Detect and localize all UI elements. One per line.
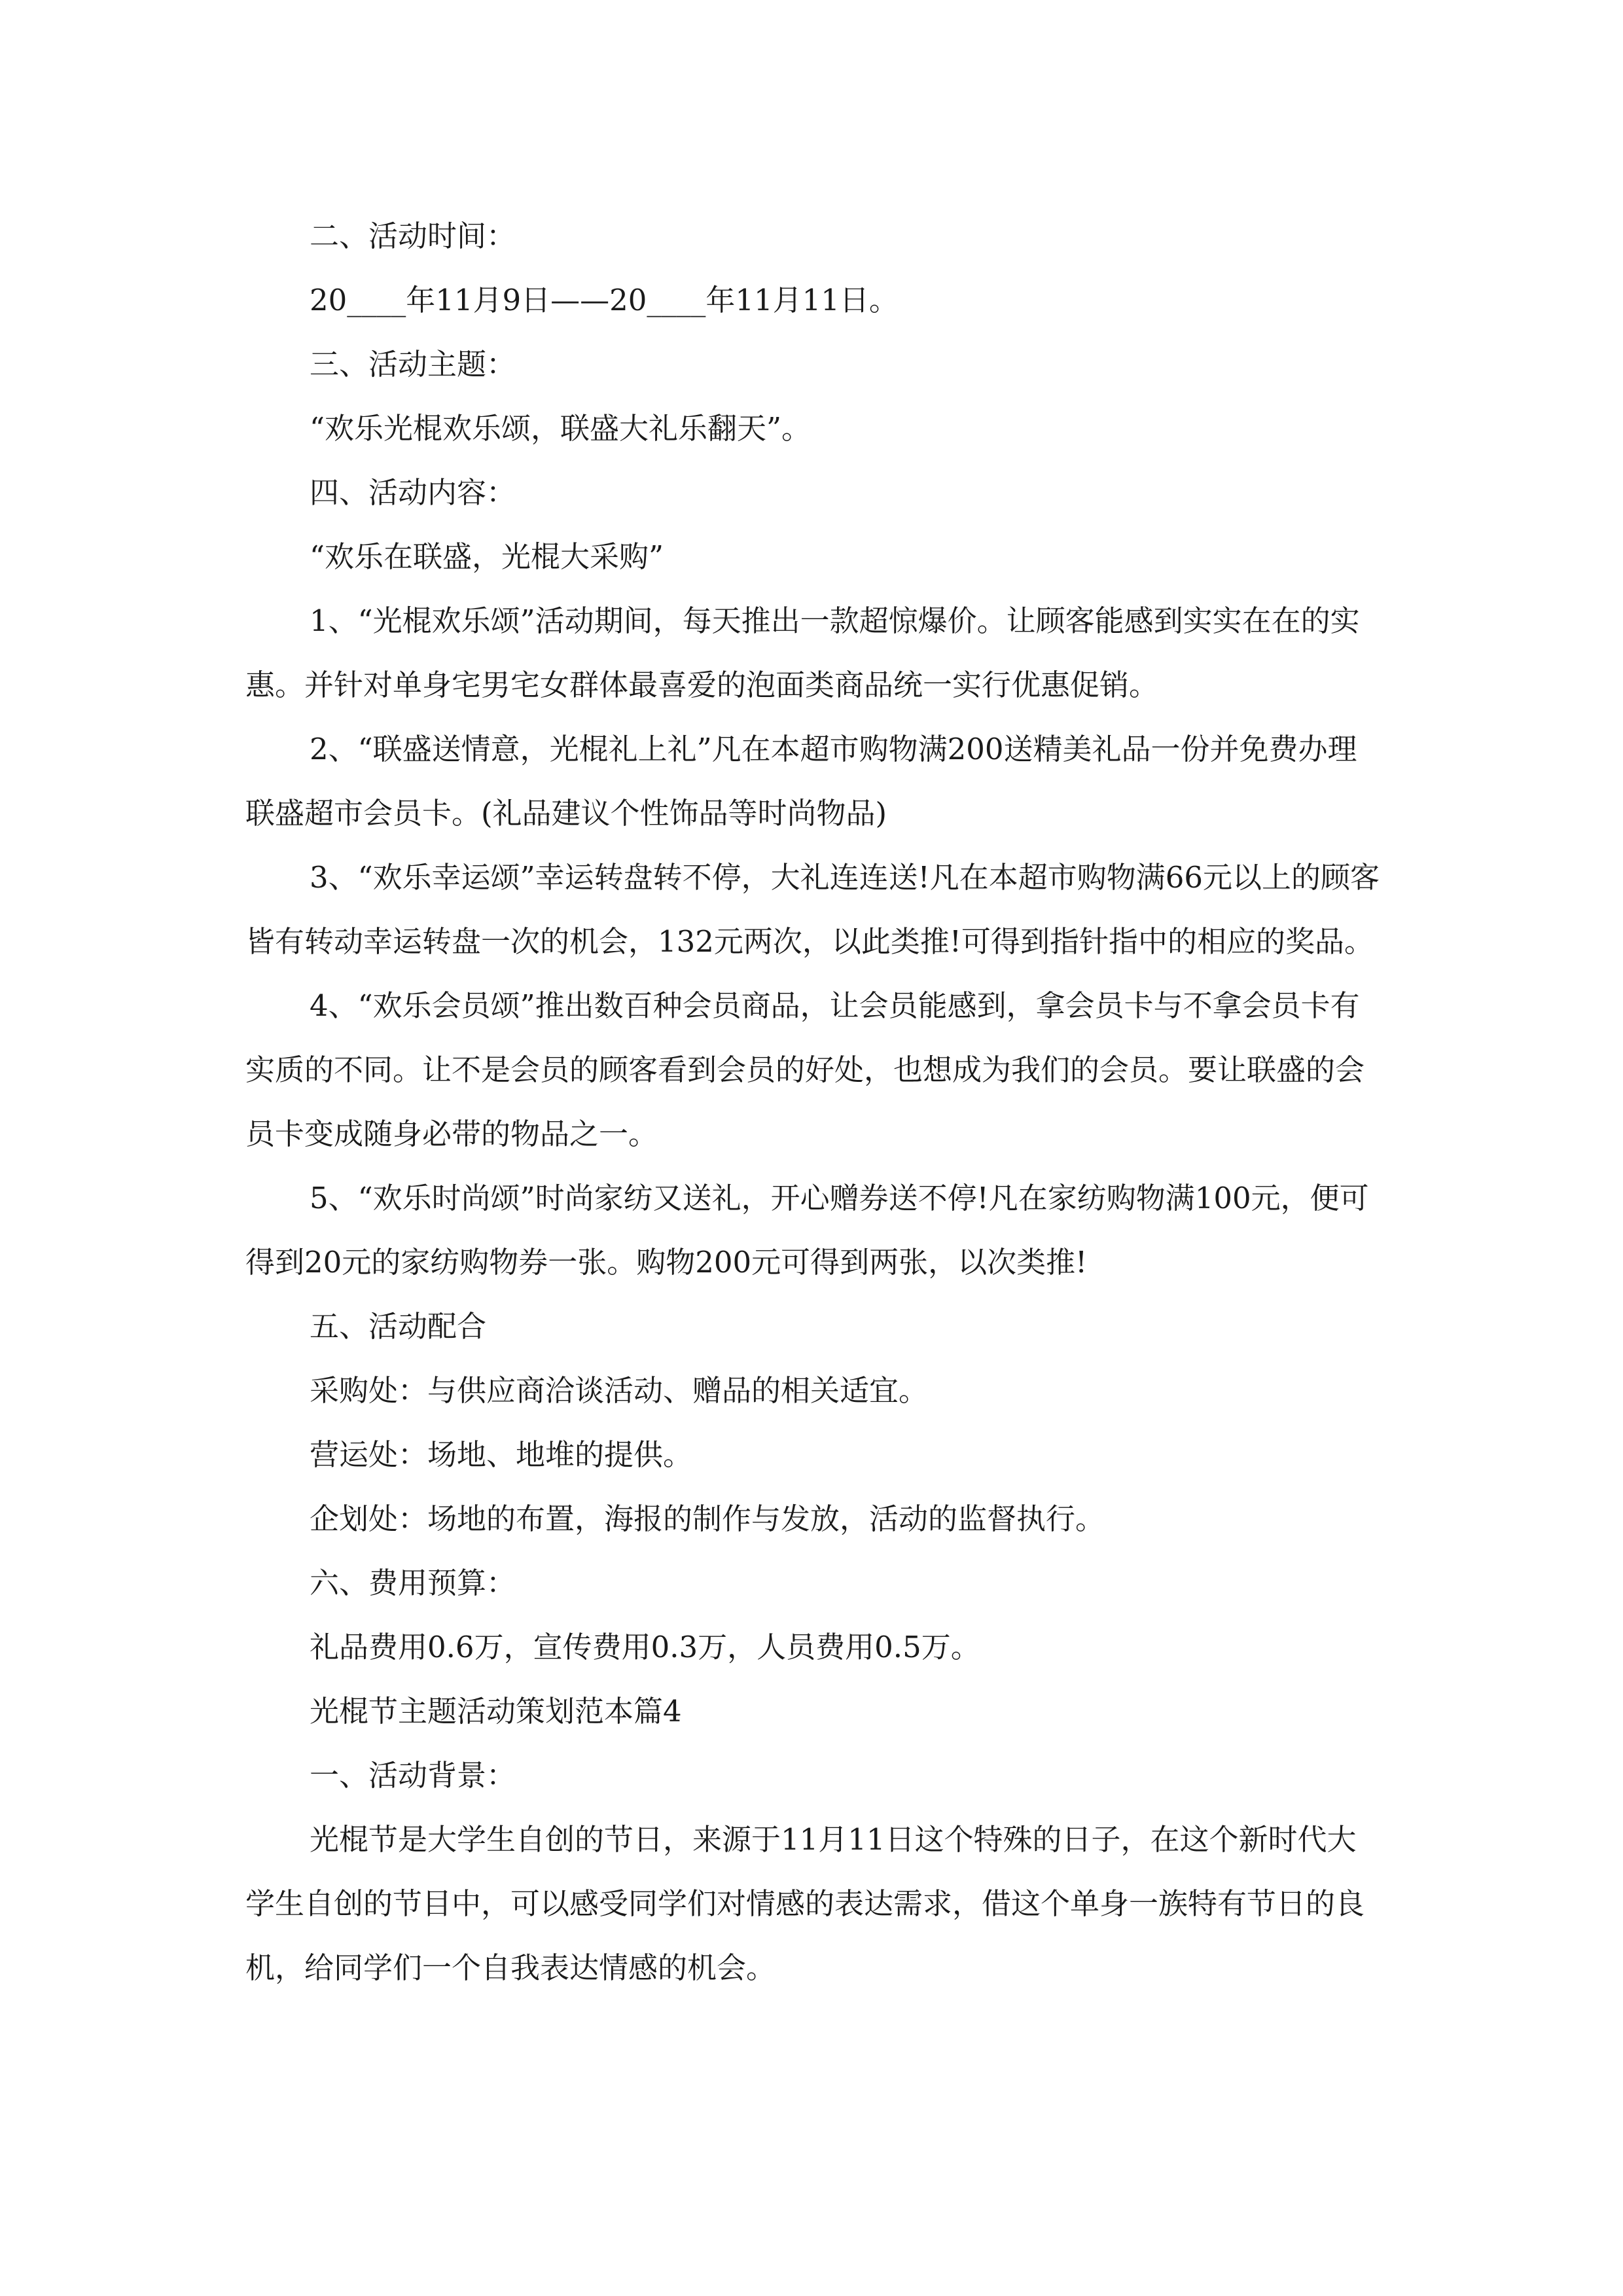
section-heading-coordination: 五、活动配合 [310, 1309, 487, 1344]
section-heading-background: 一、活动背景： [310, 1758, 516, 1793]
content-subtitle: “欢乐在联盛，光棍大采购” [310, 539, 664, 574]
activity-slogan: “欢乐光棍欢乐颂，联盛大礼乐翻天”。 [310, 411, 812, 446]
section-heading-theme: 三、活动主题： [310, 347, 516, 382]
content-item-5: 5、“欢乐时尚颂”时尚家纺又送礼，开心赠券送不停!凡在家纺购物满100元，便可得到20元的家纺购物券一张。购物200元可得到两张，以次类推! [245, 1181, 1369, 1280]
coordination-planning: 企划处：场地的布置，海报的制作与发放，活动的监督执行。 [310, 1501, 1105, 1536]
content-item-3: 3、“欢乐幸运颂”幸运转盘转不停，大礼连连送!凡在本超市购物满66元以上的顾客皆有转动幸运转盘一次的机会，132元两次，以此类推!可得到指针指中的相应的奖品。 [245, 860, 1380, 959]
content-item-1: 1、“光棍欢乐颂”活动期间，每天推出一款超惊爆价。让顾客能感到实实在在的实惠。并针对单身宅男宅女群体最喜爱的泡面类商品统一实行优惠促销。 [245, 603, 1360, 702]
background-paragraph: 光棍节是大学生自创的节日，来源于11月11日这个特殊的日子，在这个新时代大学生自创的节目中，可以感受同学们对情感的表达需求，借这个单身一族特有节日的良机，给同学们一个自我表达情感的机会。 [245, 1822, 1365, 1985]
section-heading-content: 四、活动内容： [310, 475, 516, 510]
coordination-purchasing: 采购处：与供应商洽谈活动、赠品的相关适宜。 [310, 1373, 929, 1408]
content-item-2: 2、“联盛送情意，光棍礼上礼”凡在本超市购物满200送精美礼品一份并免费办理联盛超市会员卡。(礼品建议个性饰品等时尚物品) [245, 732, 1357, 831]
coordination-operations: 营运处：场地、地堆的提供。 [310, 1437, 693, 1472]
section-heading-budget: 六、费用预算： [310, 1566, 516, 1600]
document-body [245, 204, 1381, 2000]
article-title-4: 光棍节主题活动策划范本篇4 [310, 1694, 682, 1729]
content-item-4: 4、“欢乐会员颂”推出数百种会员商品，让会员能感到，拿会员卡与不拿会员卡有实质的不同。让不是会员的顾客看到会员的好处，也想成为我们的会员。要让联盛的会员卡变成随身必带的物品之一。 [245, 988, 1365, 1151]
budget-details: 礼品费用0.6万，宣传费用0.3万，人员费用0.5万。 [310, 1630, 980, 1664]
activity-dates: 20____年11月9日——20____年11月11日。 [310, 283, 899, 317]
section-heading-time: 二、活动时间： [310, 219, 516, 253]
